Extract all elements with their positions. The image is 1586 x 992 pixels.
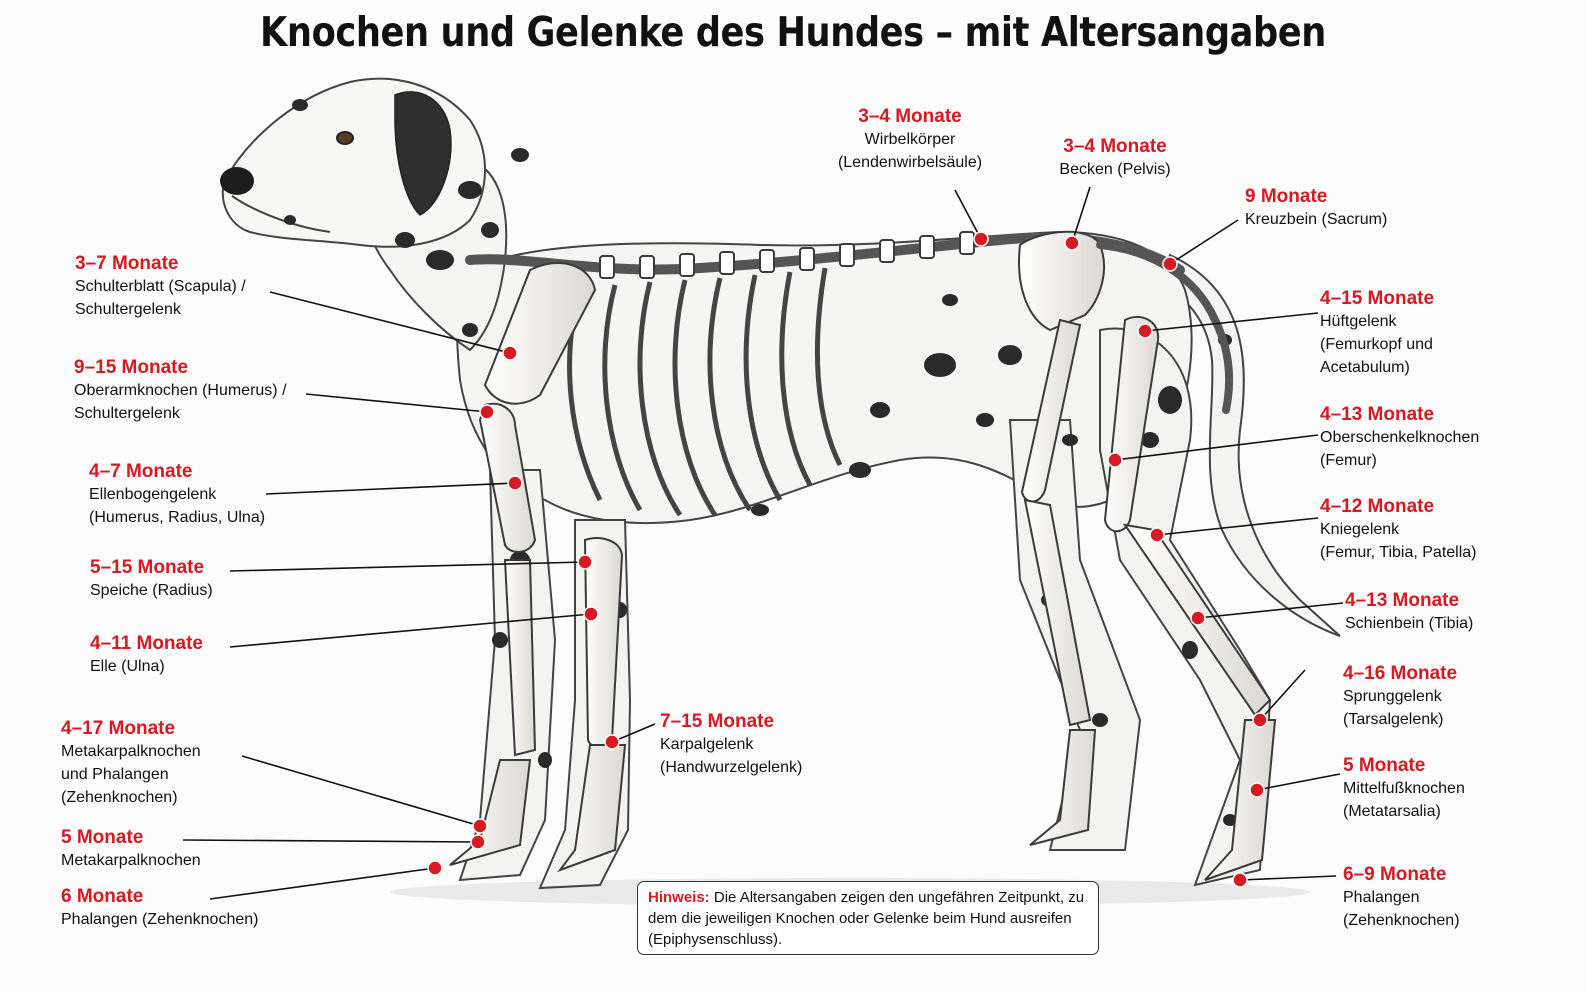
name-tibia: Schienbein (Tibia) bbox=[1345, 615, 1474, 632]
name-wirbel: Wirbelkörper (Lendenwirbelsäule) bbox=[837, 131, 983, 171]
age-knie: 4–12 Monate bbox=[1320, 496, 1435, 517]
name-huefte: Hüftgelenk (Femurkopf und Acetabulum) bbox=[1320, 313, 1433, 376]
marker-wirbel bbox=[974, 232, 988, 246]
label-schulterblatt bbox=[75, 252, 246, 321]
age-wirbel: 3–4 Monate bbox=[858, 106, 962, 127]
label-huefte bbox=[1320, 287, 1434, 379]
label-elle bbox=[90, 632, 203, 678]
label-speiche bbox=[90, 556, 213, 602]
marker-kreuzbein bbox=[1163, 257, 1177, 271]
note-lead: Hinweis: bbox=[648, 889, 710, 906]
age-tibia: 4–13 Monate bbox=[1345, 590, 1460, 611]
name-mittelfuss: Mittelfußknochen (Metatarsalia) bbox=[1343, 780, 1465, 820]
label-karpal bbox=[660, 710, 802, 779]
marker-speiche bbox=[578, 555, 592, 569]
age-oberarm: 9–15 Monate bbox=[74, 357, 189, 378]
label-knie bbox=[1320, 495, 1477, 564]
hind-left-metatarsals bbox=[1030, 730, 1095, 845]
age-schulterblatt: 3–7 Monate bbox=[75, 253, 179, 274]
leader-line-ellenbogen bbox=[266, 483, 515, 494]
marker-elle bbox=[584, 607, 598, 621]
age-metakarpal-phalangen: 4–17 Monate bbox=[61, 718, 176, 739]
age-huefte: 4–15 Monate bbox=[1320, 288, 1435, 309]
name-metakarpal: Metakarpalknochen bbox=[61, 852, 201, 869]
leader-line-phalangen-hinten bbox=[1240, 876, 1336, 880]
name-kreuzbein: Kreuzbein (Sacrum) bbox=[1245, 211, 1388, 228]
marker-metakarpal-phalangen bbox=[473, 819, 487, 833]
label-oberarm bbox=[74, 356, 287, 425]
name-phalangen-hinten: Phalangen (Zehenknochen) bbox=[1343, 889, 1460, 929]
name-becken: Becken (Pelvis) bbox=[1059, 161, 1171, 178]
note-box bbox=[637, 881, 1099, 955]
name-femur: Oberschenkelknochen (Femur) bbox=[1320, 429, 1480, 469]
marker-karpal bbox=[605, 735, 619, 749]
label-becken bbox=[965, 135, 1265, 181]
page-title: Knochen und Gelenke des Hundes – mit Altersangaben bbox=[260, 8, 1326, 56]
leader-line-tibia bbox=[1198, 603, 1343, 618]
name-karpal: Karpalgelenk (Handwurzelgelenk) bbox=[660, 736, 803, 776]
leader-line-metakarpal bbox=[183, 840, 478, 842]
marker-knie bbox=[1150, 528, 1164, 542]
name-oberarm: Oberarmknochen (Humerus) / Schultergelenk bbox=[74, 382, 287, 422]
marker-tibia bbox=[1191, 611, 1205, 625]
label-metakarpal-phalangen bbox=[61, 717, 201, 809]
leader-line-metakarpal-phalangen bbox=[242, 756, 480, 826]
label-phalangen-vorn bbox=[61, 885, 258, 931]
name-metakarpal-phalangen: Metakarpalknochen und Phalangen (Zehenknochen) bbox=[61, 743, 201, 806]
marker-femur bbox=[1108, 453, 1122, 467]
marker-sprung bbox=[1253, 713, 1267, 727]
marker-metakarpal bbox=[471, 835, 485, 849]
age-phalangen-vorn: 6 Monate bbox=[61, 886, 144, 907]
name-knie: Kniegelenk (Femur, Tibia, Patella) bbox=[1320, 521, 1477, 561]
label-kreuzbein bbox=[1245, 185, 1387, 231]
name-elle: Elle (Ulna) bbox=[90, 658, 165, 675]
dog-nose bbox=[220, 167, 254, 195]
marker-phalangen-hinten bbox=[1233, 873, 1247, 887]
label-femur bbox=[1320, 403, 1479, 472]
age-becken: 3–4 Monate bbox=[1063, 136, 1167, 157]
label-ellenbogen bbox=[89, 460, 265, 529]
marker-mittelfuss bbox=[1250, 783, 1264, 797]
label-phalangen-hinten bbox=[1343, 863, 1460, 932]
leader-line-oberarm bbox=[306, 394, 487, 412]
label-metakarpal bbox=[61, 826, 201, 872]
age-sprung: 4–16 Monate bbox=[1343, 663, 1458, 684]
leader-line-kreuzbein bbox=[1170, 220, 1238, 264]
dog-eye bbox=[337, 132, 353, 144]
name-phalangen-vorn: Phalangen (Zehenknochen) bbox=[61, 911, 259, 928]
note-text: Die Altersangaben zeigen den ungefähren Zeitpunkt, zu dem die jeweiligen Knochen oder Gelenke beim Hund ausreifen (Epiphysenschluss). bbox=[648, 889, 1085, 948]
name-sprung: Sprunggelenk (Tarsalgelenk) bbox=[1343, 688, 1444, 728]
age-phalangen-hinten: 6–9 Monate bbox=[1343, 864, 1447, 885]
marker-ellenbogen bbox=[508, 476, 522, 490]
age-mittelfuss: 5 Monate bbox=[1343, 755, 1426, 776]
label-tibia bbox=[1345, 589, 1473, 635]
age-karpal: 7–15 Monate bbox=[660, 711, 775, 732]
marker-oberarm bbox=[480, 405, 494, 419]
label-mittelfuss bbox=[1343, 754, 1465, 823]
name-schulterblatt: Schulterblatt (Scapula) / Schultergelenk bbox=[75, 278, 246, 318]
age-speiche: 5–15 Monate bbox=[90, 557, 205, 578]
marker-becken bbox=[1065, 236, 1079, 250]
name-speiche: Speiche (Radius) bbox=[90, 582, 213, 599]
name-ellenbogen: Ellenbogengelenk (Humerus, Radius, Ulna) bbox=[89, 486, 266, 526]
marker-schulterblatt bbox=[503, 346, 517, 360]
age-elle: 4–11 Monate bbox=[90, 633, 203, 654]
age-metakarpal: 5 Monate bbox=[61, 827, 144, 848]
marker-phalangen-vorn bbox=[428, 861, 442, 875]
age-femur: 4–13 Monate bbox=[1320, 404, 1435, 425]
marker-huefte bbox=[1138, 324, 1152, 338]
age-kreuzbein: 9 Monate bbox=[1245, 186, 1328, 207]
label-sprung bbox=[1343, 662, 1457, 731]
age-ellenbogen: 4–7 Monate bbox=[89, 461, 193, 482]
